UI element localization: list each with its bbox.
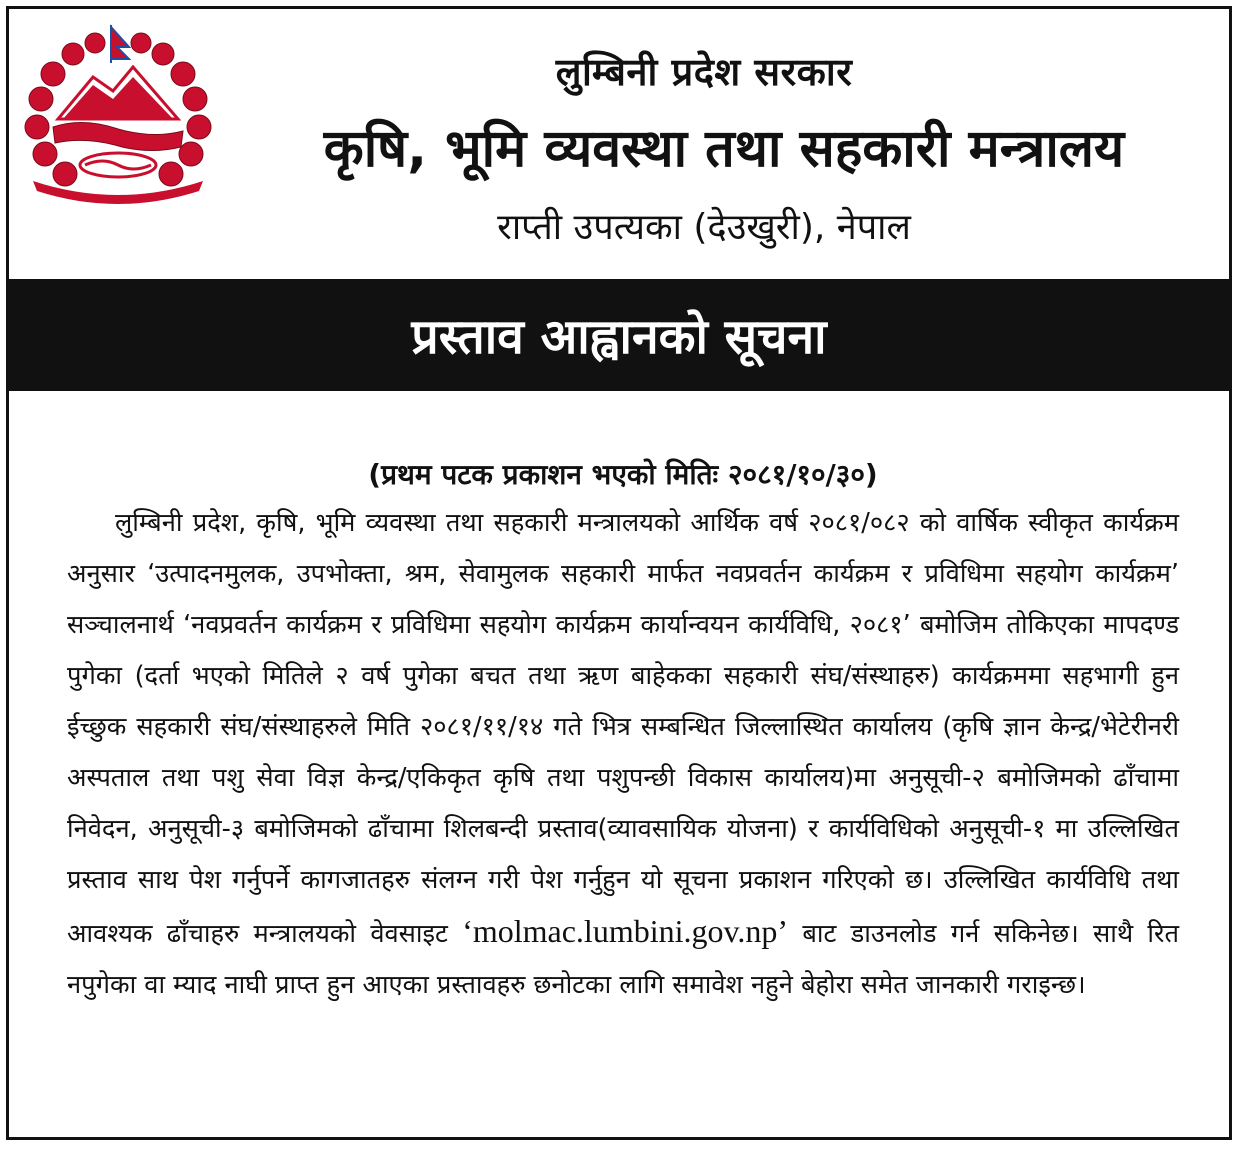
notice-title: प्रस्ताव आह्वानको सूचना	[9, 279, 1229, 391]
notice-text-closing: बाट डाउनलोड गर्न सकिनेछ। साथै रित नपुगेका वा म्याद नाघी प्राप्त हुन आएका प्रस्तावहरु छनोटका लागि समावेश नहुने बेहोरा समेत जानकारी गराइन्छ।	[67, 919, 1180, 1000]
header	[9, 9, 1229, 279]
notice-text-main: लुम्बिनी प्रदेश, कृषि, भूमि व्यवस्था तथा सहकारी मन्त्रालयको आर्थिक वर्ष २०८१/०८२ को वार्षिक स्वीकृत कार्यक्रम अनुसार ‘उत्पादनमुलक, उपभोक्ता, श्रम, सेवामुलक सहकारी मार्फत नवप्रवर्तन कार्यक्रम र प्रविधिमा सहयोग कार्यक्रम’ सञ्चालनार्थ ‘नवप्रवर्तन कार्यक्रम र प्रविधिमा सहयोग कार्यक्रम कार्यान्वयन कार्यविधि, २०८१’ बमोजिम तोकिएका मापदण्ड पुगेका (दर्ता भएको मितिले २ वर्ष पुगेका बचत तथा ऋण बाहेकका सहकारी संघ/संस्थाहरु) कार्यक्रममा सहभागी हुन ईच्छुक सहकारी संघ/संस्थाहरुले मिति २०८१/११/१४ गते भित्र सम्बन्धित जिल्लास्थित कार्यालय (कृषि ज्ञान केन्द्र/भेटेरीनरी अस्पताल तथा पशु सेवा विज्ञ केन्द्र/एकिकृत कृषि तथा पशुपन्छी विकास कार्यालय)मा अनुसूची-२ बमोजिमको ढाँचामा निवेदन, अनुसूची-३ बमोजिमको ढाँचामा शिलबन्दी प्रस्ताव(व्यावसायिक योजना) र कार्यविधिको अनुसूची-१ मा उल्लिखित प्रस्ताव साथ पेश गर्नुपर्ने कागजातहरु संलग्न गरी पेश गर्नुहुन यो सूचना प्रकाशन गरिएको छ। उल्लिखित कार्यविधि तथा आवश्यक ढाँचाहरु मन्त्रालयको वेवसाइट	[67, 508, 1179, 949]
notice-body	[67, 454, 1179, 1011]
nepal-government-emblem-icon	[13, 19, 223, 204]
publication-date: (प्रथम पटक प्रकाशन भएको मितिः २०८१/१०/३०)	[368, 458, 878, 491]
government-name: लुम्बिनी प्रदेश सरकार	[555, 50, 853, 94]
ministry-address: राप्ती उपत्यका (देउखुरी), नेपाल	[497, 207, 911, 248]
website-link[interactable]: ‘molmac.lumbini.gov.np’	[462, 913, 789, 949]
ministry-name: कृषि, भूमि व्यवस्था तथा सहकारी मन्त्रालय	[323, 119, 1125, 179]
notice-frame	[6, 6, 1232, 1140]
notice-paragraph	[67, 498, 1179, 1011]
